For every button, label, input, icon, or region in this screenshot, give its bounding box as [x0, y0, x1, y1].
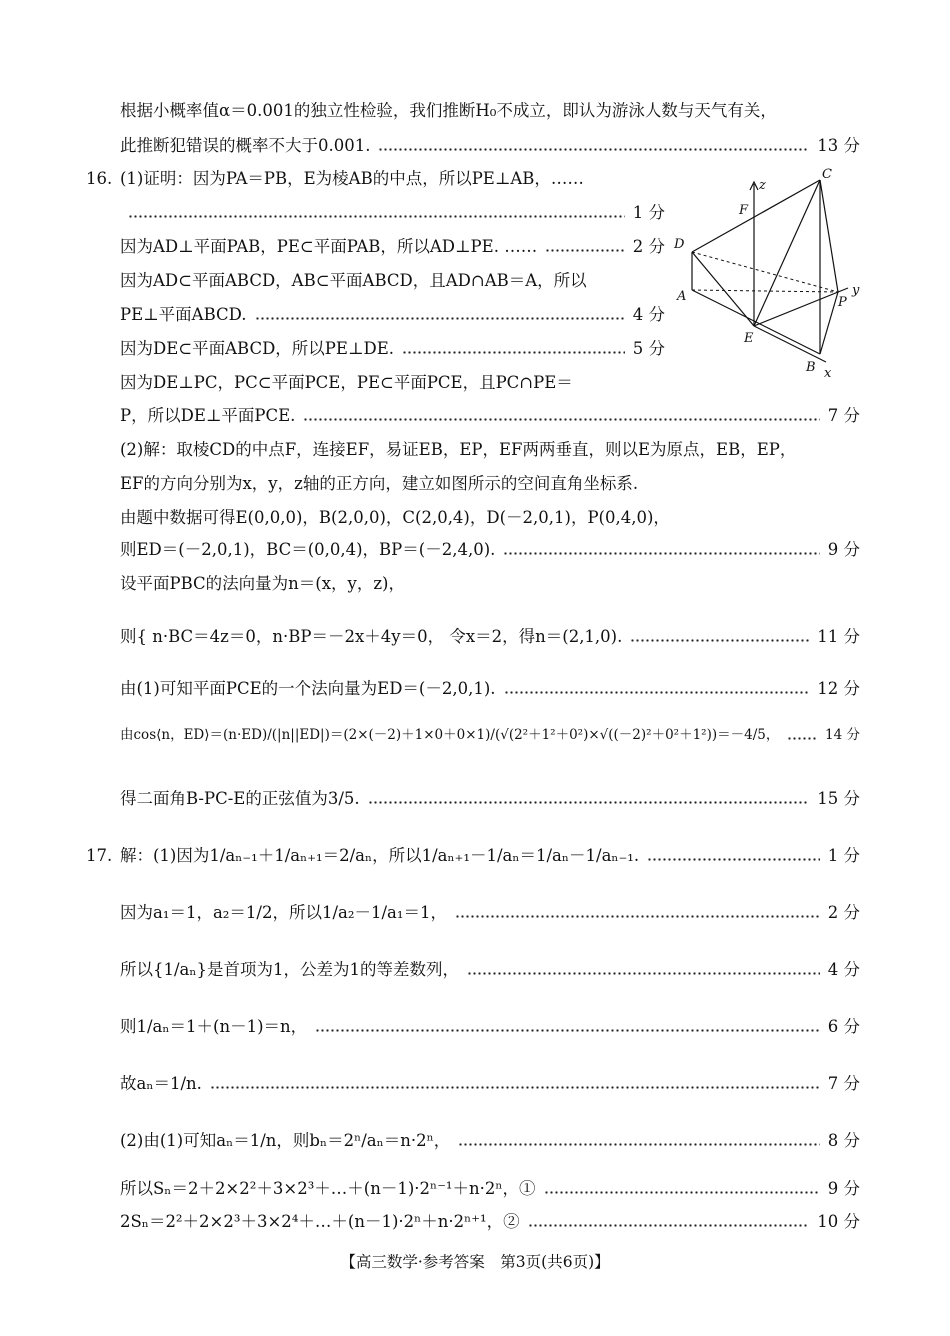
line-2 [120, 131, 860, 161]
score: 5 分 [632, 339, 665, 358]
score: 2 分 [632, 237, 665, 256]
score: 4 分 [632, 305, 665, 324]
dot-leader [544, 1191, 820, 1194]
line-text: 2Sₙ＝2²＋2×2³＋3×2⁴＋…＋(n－1)·2ⁿ＋n·2ⁿ⁺¹，② [120, 1212, 520, 1231]
score: 13 分 [817, 136, 860, 155]
edge-cp [820, 180, 838, 292]
line-text: 由(1)可知平面PCE的一个法向量为ED＝(－2,0,1). [120, 679, 496, 698]
line-10 [120, 401, 860, 431]
label-b: B [806, 360, 816, 375]
score: 7 分 [827, 406, 860, 425]
score: 2 分 [827, 903, 860, 922]
dot-leader [787, 737, 817, 740]
dot-leader [455, 915, 820, 918]
line-24 [120, 1069, 860, 1099]
edge-ap-hidden [692, 290, 838, 292]
score: 7 分 [827, 1074, 860, 1093]
label-z: z [759, 178, 766, 193]
line-text: (2)解：取棱CD的中点F，连接EF，易证EB，EP，EF两两垂直，则以E为原点，EB，EP， [120, 440, 797, 459]
line-23 [120, 1012, 860, 1042]
line-16 [120, 622, 860, 652]
line-text: 则1/aₙ＝1＋(n－1)＝n， [120, 1017, 308, 1036]
line-text: 则{ n·BC＝4z＝0，n·BP＝－2x＋4y＝0， 令x＝2，得n＝(2,1,0). [120, 627, 623, 646]
line-8 [120, 334, 665, 364]
dot-leader [210, 1086, 820, 1089]
line-21 [120, 898, 860, 928]
dot-leader [402, 351, 625, 354]
x-axis [754, 326, 826, 362]
label-e: E [744, 331, 754, 346]
line-text: 解：(1)因为1/aₙ₋₁＋1/aₙ₊₁＝2/aₙ，所以1/aₙ₊₁－1/aₙ＝1/aₙ－1/aₙ₋₁. [120, 846, 640, 865]
label-a: A [677, 289, 687, 304]
line-14 [120, 535, 860, 565]
line-6 [120, 266, 665, 296]
edge-ec [754, 180, 820, 326]
line-text: 设平面PBC的法向量为n＝(x，y，z)， [120, 574, 405, 593]
line-text: 所以{1/aₙ}是首项为1，公差为1的等差数列， [120, 960, 460, 979]
page-footer: 【高三数学·参考答案 第3页(共6页)】 [340, 1253, 610, 1271]
dot-leader [503, 552, 819, 555]
line-25 [120, 1126, 860, 1156]
dot-leader [255, 317, 625, 320]
label-y: y [852, 283, 860, 298]
score: 12 分 [817, 679, 860, 698]
label-d: D [674, 237, 685, 252]
score: 9 分 [827, 540, 860, 559]
line-text: 因为DE⊂平面ABCD，所以PE⊥DE. [120, 339, 394, 358]
line-text: 得二面角B-PC-E的正弦值为3/5. [120, 789, 360, 808]
line-15 [120, 569, 860, 599]
line-text: (1)证明：因为PA＝PB，E为棱AB的中点，所以PE⊥AB，…… [120, 169, 584, 188]
score: 6 分 [827, 1017, 860, 1036]
line-text: 故aₙ＝1/n. [120, 1074, 202, 1093]
line-text: P，所以DE⊥平面PCE. [120, 406, 296, 425]
score: 11 分 [817, 627, 860, 646]
line-text: EF的方向分别为x，y，z轴的正方向，建立如图所示的空间直角坐标系. [120, 474, 639, 493]
score: 9 分 [827, 1179, 860, 1198]
line-text: 此推断犯错误的概率不大于0.001. [120, 136, 371, 155]
line-4 [120, 198, 665, 228]
line-text: 所以Sₙ＝2＋2×2²＋3×2³＋…＋(n－1)·2ⁿ⁻¹＋n·2ⁿ，① [120, 1179, 536, 1198]
q17-number: 17. [86, 846, 113, 865]
line-22 [120, 955, 860, 985]
label-c: C [822, 167, 832, 182]
score: 4 分 [827, 960, 860, 979]
line-text: 由题中数据可得E(0,0,0)，B(2,0,0)，C(2,0,4)，D(－2,0,1)，P(0,4,0)， [120, 508, 670, 527]
dot-leader [647, 858, 820, 861]
line-text: (2)由(1)可知aₙ＝1/n，则bₙ＝2ⁿ/aₙ＝n·2ⁿ， [120, 1131, 451, 1150]
edge-bp [820, 292, 838, 354]
score: 15 分 [817, 789, 860, 808]
line-text: 因为DE⊥PC，PC⊂平面PCE，PE⊂平面PCE，且PC∩PE＝ [120, 373, 573, 392]
edge-dc [692, 180, 820, 252]
line-7 [120, 300, 665, 330]
score: 10 分 [817, 1212, 860, 1231]
line-text: 根据小概率值α＝0.001的独立性检验，我们推断H₀不成立，即认为游泳人数与天气有关， [120, 101, 777, 120]
geometry-diagram [672, 166, 872, 386]
score: 8 分 [827, 1131, 860, 1150]
line-12 [120, 469, 860, 499]
line-26 [120, 1174, 860, 1204]
line-18 [120, 720, 860, 750]
score: 1 分 [827, 846, 860, 865]
dot-leader [528, 1224, 810, 1227]
line-text: 因为AD⊥平面PAB，PE⊂平面PAB，所以AD⊥PE. …… [120, 237, 538, 256]
line-text: 因为AD⊂平面ABCD，AB⊂平面ABCD，且AD∩AB＝A，所以 [120, 271, 587, 290]
line-17 [120, 674, 860, 704]
line-text: 由cos⟨n，ED⟩＝(n·ED)/(|n||ED|)＝(2×(－2)＋1×0＋0×1)/(√(2²＋1²＋0²)×√((－2)²＋0²＋1²))＝－4/5， [120, 727, 780, 743]
label-x: x [824, 366, 832, 381]
line-text: 因为a₁＝1，a₂＝1/2，所以1/a₂－1/a₁＝1， [120, 903, 447, 922]
line-19 [120, 784, 860, 814]
dot-leader [467, 972, 820, 975]
line-3 [120, 164, 665, 194]
dot-leader [128, 215, 625, 218]
line-text: 则ED＝(－2,0,1)，BC＝(0,0,4)，BP＝(－2,4,0). [120, 540, 496, 559]
line-5 [120, 232, 665, 262]
line-1 [120, 96, 860, 126]
line-20 [120, 841, 860, 871]
dot-leader [458, 1143, 819, 1146]
edge-dp-hidden [692, 252, 838, 292]
edge-de [692, 252, 754, 326]
line-text: PE⊥平面ABCD. [120, 305, 247, 324]
dot-leader [504, 691, 810, 694]
dot-leader [378, 148, 809, 151]
dot-leader [630, 639, 809, 642]
label-p: P [838, 295, 847, 310]
dot-leader [303, 418, 819, 421]
q16-number: 16. [86, 169, 113, 188]
dot-leader [315, 1029, 820, 1032]
score: 14 分 [825, 727, 860, 743]
line-27 [120, 1207, 860, 1237]
score: 1 分 [632, 203, 665, 222]
label-f: F [739, 203, 749, 218]
line-9 [120, 368, 665, 398]
dot-leader [368, 801, 810, 804]
line-11 [120, 435, 860, 465]
line-13 [120, 503, 860, 533]
dot-leader [545, 249, 625, 252]
